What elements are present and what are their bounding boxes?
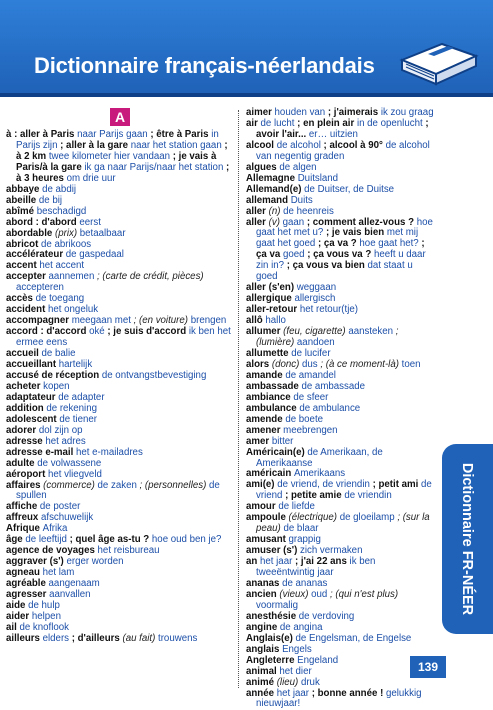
entry-headword: ambulance (246, 402, 300, 414)
entry-translation: de spullen (16, 479, 220, 502)
entry-headword: ; ça vous va bien (284, 260, 368, 272)
entry-headword: âge (6, 534, 26, 546)
entry-headword: amer (246, 435, 272, 447)
entry-headword: accès (6, 293, 36, 305)
entry-headword: aller (246, 216, 269, 228)
entry-headword: adresse e-mail (6, 446, 77, 458)
entry-translation: de Duitser, de Duitse (304, 183, 395, 195)
entry-note: (au fait) (122, 632, 159, 644)
dictionary-book-icon (398, 30, 480, 88)
entry-note: (prix) (55, 227, 80, 239)
entry-translation: meebrengen (283, 424, 338, 436)
entry-headword: aller-retour (246, 304, 300, 316)
entry-translation: in de openlucht (356, 117, 423, 129)
entry-headword: ; je vais à Paris/à la gare (16, 150, 217, 173)
entry-headword: ; petite amie (282, 490, 345, 502)
entry-headword: abîmé (6, 205, 37, 217)
entry-headword: amande (246, 369, 286, 381)
entry-headword: aller (246, 205, 269, 217)
dictionary-entry (6, 481, 234, 503)
entry-translation: de vriend, de vriendin (277, 479, 370, 491)
entry-note: (v) (268, 216, 283, 228)
entry-translation: hoe oud ben je? (151, 534, 222, 546)
entry-headword: adaptateur (6, 391, 59, 403)
entry-headword: algues (246, 161, 280, 173)
entry-translation: trouwens (158, 632, 198, 644)
entry-headword: affreux (6, 512, 41, 524)
entry-translation: ik ben tweeëntwintig jaar (256, 556, 376, 579)
entry-translation: oud (311, 588, 328, 600)
entry-headword: abordable (6, 227, 55, 239)
letter-heading (6, 108, 234, 128)
entry-translation: meegaan met (71, 315, 131, 327)
entry-translation: bitter (271, 435, 294, 447)
entry-headword: amour (246, 501, 279, 513)
entry-headword: anglais (246, 643, 283, 655)
dictionary-entry (246, 448, 436, 470)
entry-headword: ail (6, 621, 20, 633)
entry-translation: met mij gaat het goed (256, 227, 419, 250)
entry-translation: aanvallen (49, 589, 91, 601)
entry-translation: oké (89, 326, 105, 338)
dictionary-entry (246, 513, 436, 535)
entry-headword: ; quel âge as-tu ? (66, 534, 152, 546)
entry-translation: aannemen (48, 271, 95, 283)
entry-headword: allemand (246, 194, 291, 206)
entry-translation: het retour(tje) (299, 304, 358, 316)
entry-translation: voormalig (256, 599, 298, 611)
entry-headword: Anglais(e) (246, 632, 296, 644)
entry-headword: agréable (6, 578, 49, 590)
entry-translation: zich vermaken (300, 545, 363, 557)
entry-translation: de lucifer (291, 347, 331, 359)
entry-headword: alcool (246, 139, 277, 151)
entry-note: (vieux) (279, 588, 312, 600)
entry-translation: de Amerikaan, de Amerikaanse (256, 446, 383, 469)
right-column (246, 108, 436, 710)
entry-translation: de ambassade (301, 380, 366, 392)
entry-headword: ; petit ami (369, 479, 422, 491)
entry-headword: allô (246, 315, 266, 327)
entry-headword: Afrique (6, 523, 43, 535)
entry-headword: amener (246, 424, 284, 436)
entry-note: ; (qui n'est plus) (327, 588, 399, 600)
entry-headword: allumette (246, 347, 292, 359)
entry-headword: allumer (246, 326, 284, 338)
entry-note: (électrique) (288, 512, 340, 524)
entry-translation: de liefde (278, 501, 315, 513)
entry-headword: agneau (6, 567, 43, 579)
entry-translation: de adapter (58, 391, 105, 403)
entry-translation: de amandel (285, 369, 336, 381)
page-header (0, 0, 493, 97)
entry-headword: agresser (6, 589, 50, 601)
entry-translation: de poster (39, 501, 81, 513)
page-number: 139 (410, 656, 446, 678)
entry-headword: ; alcool à 90° (320, 139, 386, 151)
entry-translation: allergisch (294, 293, 336, 305)
entry-headword: adolescent (6, 413, 60, 425)
entry-translation: houden van (274, 107, 326, 118)
dictionary-entry (246, 327, 436, 349)
entry-headword: aimer (246, 107, 275, 118)
entry-translation: de verdoving (298, 610, 355, 622)
entry-headword: accompagner (6, 315, 72, 327)
dictionary-entry (246, 218, 436, 284)
dictionary-entry (6, 272, 234, 294)
entry-translation: het jaar (276, 687, 310, 699)
entry-translation: in Parijs zijn (16, 129, 219, 151)
entry-headword: ; je vais bien (323, 227, 387, 239)
entry-note: ; (en voiture) (130, 315, 191, 327)
entry-translation: Duits (290, 194, 313, 206)
entry-headword: animal (246, 665, 280, 677)
entry-headword: accent (6, 260, 40, 272)
entry-headword: accord : d'accord (6, 326, 90, 338)
entry-translation: dol zijn op (38, 424, 83, 436)
entry-headword: Allemand(e) (246, 183, 305, 195)
entry-headword: accueillant (6, 359, 59, 371)
entry-translation: de lucht (260, 117, 295, 129)
entry-translation: weggaan (296, 282, 337, 294)
entry-translation: de gloeilamp (339, 512, 395, 524)
entry-headword: affiche (6, 501, 40, 513)
entry-translation: de ananas (282, 577, 328, 589)
entry-note: ; (carte de crédit, pièces) (94, 271, 204, 283)
page-title: Dictionnaire français-néerlandais (34, 53, 375, 78)
entry-headword: accusé de réception (6, 369, 102, 381)
entry-translation: de ambulance (299, 402, 361, 414)
entry-headword: Angleterre (246, 654, 298, 666)
entry-translation: hoe gaat het met u? (256, 216, 433, 239)
entry-translation: de abrikoos (41, 238, 92, 250)
entry-translation: gelukkig nieuwjaar! (256, 687, 422, 710)
entry-headword: abbaye (6, 183, 43, 195)
entry-translation: ik ga naar Parijs/naar het station (84, 161, 224, 173)
entry-translation: de vriend (256, 479, 432, 502)
entry-headword: ; avoir l'air... (256, 117, 429, 140)
entry-headword: adorer (6, 424, 39, 436)
entry-translation: aandoen (296, 337, 335, 349)
entry-headword: ancien (246, 588, 280, 600)
entry-headword: addition (6, 402, 47, 414)
entry-translation: de tiener (59, 413, 98, 425)
dictionary-entry (246, 689, 436, 710)
entry-translation: de gaspedaal (65, 249, 124, 261)
entry-translation: het ongeluk (48, 304, 99, 316)
entry-translation: Duitsland (297, 172, 339, 184)
entry-headword: alors (246, 358, 272, 370)
entry-headword: amusant (246, 534, 289, 546)
entry-headword: accident (6, 304, 48, 316)
entry-note: ; (personnelles) (136, 479, 210, 491)
entry-translation: dat staat u goed (256, 260, 413, 283)
dictionary-entry (6, 327, 234, 349)
entry-headword: aller (s'en) (246, 282, 297, 294)
entry-translation: hoe gaat het? (359, 238, 419, 250)
dictionary-entry (6, 634, 234, 645)
entry-headword: ; ça va (256, 238, 425, 261)
entry-translation: aansteken (348, 326, 394, 338)
entry-headword: accepter (6, 271, 49, 283)
entry-headword: ami(e) (246, 479, 278, 491)
entry-headword: anesthésie (246, 610, 299, 622)
entry-translation: de sfeer (293, 391, 329, 403)
dictionary-entry (6, 130, 234, 185)
entry-translation: de angina (279, 621, 323, 633)
entry-translation: afschuwelijk (41, 512, 94, 524)
entry-translation: Amerikaans (293, 468, 346, 480)
entry-translation: druk (300, 676, 320, 688)
entry-translation: de alcohol (276, 139, 321, 151)
entry-translation: kopen (43, 380, 70, 392)
entry-note: (commerce) (43, 479, 98, 491)
entry-translation: het vliegveld (48, 468, 102, 480)
entry-headword: aéroport (6, 468, 48, 480)
entry-translation: de rekening (46, 402, 97, 414)
entry-headword: accueil (6, 348, 42, 360)
entry-translation: betaalbaar (79, 227, 126, 239)
dictionary-entry (246, 141, 436, 163)
entry-headword: ; aller à la gare (57, 139, 131, 151)
entry-headword: américain (246, 468, 294, 480)
entry-translation: grappig (288, 534, 321, 546)
entry-translation: om drie uur (66, 172, 116, 184)
entry-headword: allergique (246, 293, 295, 305)
entry-translation: de Engelsman, de Engelse (295, 632, 412, 644)
entry-translation: ik zou graag (380, 107, 434, 118)
entry-headword: ; ça va ? (315, 238, 360, 250)
entry-headword: acheter (6, 380, 44, 392)
entry-headword: amuser (s') (246, 545, 300, 557)
entry-headword: ambassade (246, 380, 302, 392)
entry-headword: ; bonne année ! (309, 687, 386, 699)
entry-note: ; (lumière) (256, 326, 399, 349)
entry-translation: de ontvangstbevestiging (101, 369, 207, 381)
entry-translation: de algen (279, 161, 317, 173)
entry-translation: er… uitzien (308, 128, 358, 140)
entry-headword: adresse (6, 435, 46, 447)
left-column (6, 108, 234, 645)
entry-headword: abord : d'abord (6, 216, 80, 228)
entry-headword: ; être à Paris (147, 129, 212, 140)
entry-headword: ; je suis d'accord (104, 326, 189, 338)
entry-headword: année (246, 687, 277, 699)
entry-headword: ; ça vous va ? (304, 249, 374, 261)
entry-translation: het dier (279, 665, 312, 677)
entry-translation: goed (282, 249, 305, 261)
entry-translation: de heenreis (283, 205, 334, 217)
entry-translation: de boete (285, 413, 324, 425)
entry-note: (feu, cigarette) (283, 326, 349, 338)
entry-headword: ; en plein air (294, 117, 357, 129)
entry-headword: ; à 2 km (16, 139, 228, 162)
entry-headword: ampoule (246, 512, 289, 524)
entry-translation: de alcohol van negentig graden (256, 139, 430, 162)
entry-note: (donc) (271, 358, 303, 370)
entry-translation: erger worden (66, 556, 124, 568)
entry-translation: helpen (31, 610, 61, 622)
entry-note: (lieu) (276, 676, 301, 688)
entry-headword: adulte (6, 457, 38, 469)
entry-headword: amende (246, 413, 286, 425)
entry-translation: het e-mailadres (76, 446, 143, 458)
entry-translation: de balie (41, 348, 76, 360)
entry-translation: naar Parijs gaan (77, 129, 148, 140)
entry-headword: ; j'ai 22 ans (292, 556, 350, 568)
entry-translation: Engels (282, 643, 312, 655)
entry-headword: affaires (6, 479, 44, 491)
entry-translation: de leeftijd (25, 534, 67, 546)
entry-headword: angine (246, 621, 280, 633)
entry-headword: ailleurs (6, 632, 43, 644)
entry-headword: Allemagne (246, 172, 298, 184)
entry-translation: het lam (42, 567, 75, 579)
entry-translation: de bij (38, 194, 63, 206)
dictionary-entry (246, 557, 436, 579)
entry-headword: ; comment allez-vous ? (304, 216, 417, 228)
entry-translation: dus (302, 358, 318, 370)
entry-translation: aangenaam (48, 578, 100, 590)
entry-translation: hallo (265, 315, 286, 327)
entry-translation: het adres (45, 435, 86, 447)
entry-translation: gaan (282, 216, 305, 228)
entry-translation: heeft u daar zin in? (256, 249, 426, 272)
entry-translation: brengen (190, 315, 227, 327)
entry-headword: abeille (6, 194, 39, 206)
entry-translation: het reisbureau (97, 545, 160, 557)
entry-headword: animé (246, 676, 277, 688)
entry-headword: ; d'ailleurs (69, 632, 123, 644)
entry-translation: elders (42, 632, 70, 644)
entry-translation: de blaar (283, 523, 319, 535)
entry-translation: accepteren (16, 282, 64, 294)
letter-badge: A (110, 108, 130, 126)
entry-headword: accélérateur (6, 249, 66, 261)
entry-translation: ik ben het ermee eens (16, 326, 231, 349)
entry-translation: de volwassene (37, 457, 102, 469)
entry-headword: à : aller à Paris (6, 129, 78, 140)
entry-note: ; (à ce moment-là) (317, 358, 402, 370)
entry-translation: hartelijk (58, 359, 93, 371)
entry-headword: aider (6, 610, 32, 622)
entry-translation: twee kilometer hier vandaan (48, 150, 171, 162)
entry-translation: naar het station gaan (130, 139, 222, 151)
entry-translation: de knoflook (19, 621, 70, 633)
entry-translation: de hulp (28, 599, 60, 611)
entry-translation: Engeland (297, 654, 339, 666)
entry-note: ; (sur la peau) (256, 512, 430, 535)
entry-headword: an (246, 556, 260, 568)
entry-headword: air (246, 117, 261, 129)
dictionary-entry (246, 590, 436, 612)
column-divider (238, 110, 239, 688)
entry-headword: aide (6, 599, 29, 611)
entry-note: (n) (268, 205, 284, 217)
entry-headword: ambiance (246, 391, 294, 403)
dictionary-entry (246, 480, 436, 502)
entry-headword: agence de voyages (6, 545, 98, 557)
entry-translation: beschadigd (36, 205, 87, 217)
entry-translation: de zaken (97, 479, 137, 491)
side-tab-label: Dictionnaire FR-NÉER (459, 462, 475, 616)
entry-translation: eerst (79, 216, 101, 228)
entry-translation: de vriendin (344, 490, 392, 502)
entry-headword: ; à 3 heures (16, 161, 230, 184)
entry-headword: ; j'aimerais (325, 107, 381, 118)
entry-translation: de toegang (35, 293, 85, 305)
dictionary-entry (246, 119, 436, 141)
entry-headword: abricot (6, 238, 41, 250)
entry-headword: ananas (246, 577, 283, 589)
entry-translation: het jaar (260, 556, 293, 568)
entry-translation: Afrika (42, 523, 68, 535)
entry-translation: het accent (39, 260, 85, 272)
entry-translation: toen (401, 358, 421, 370)
side-tab (442, 444, 493, 634)
entry-headword: Américain(e) (246, 446, 308, 458)
entry-translation: de abdij (42, 183, 77, 195)
entry-headword: aggraver (s') (6, 556, 67, 568)
